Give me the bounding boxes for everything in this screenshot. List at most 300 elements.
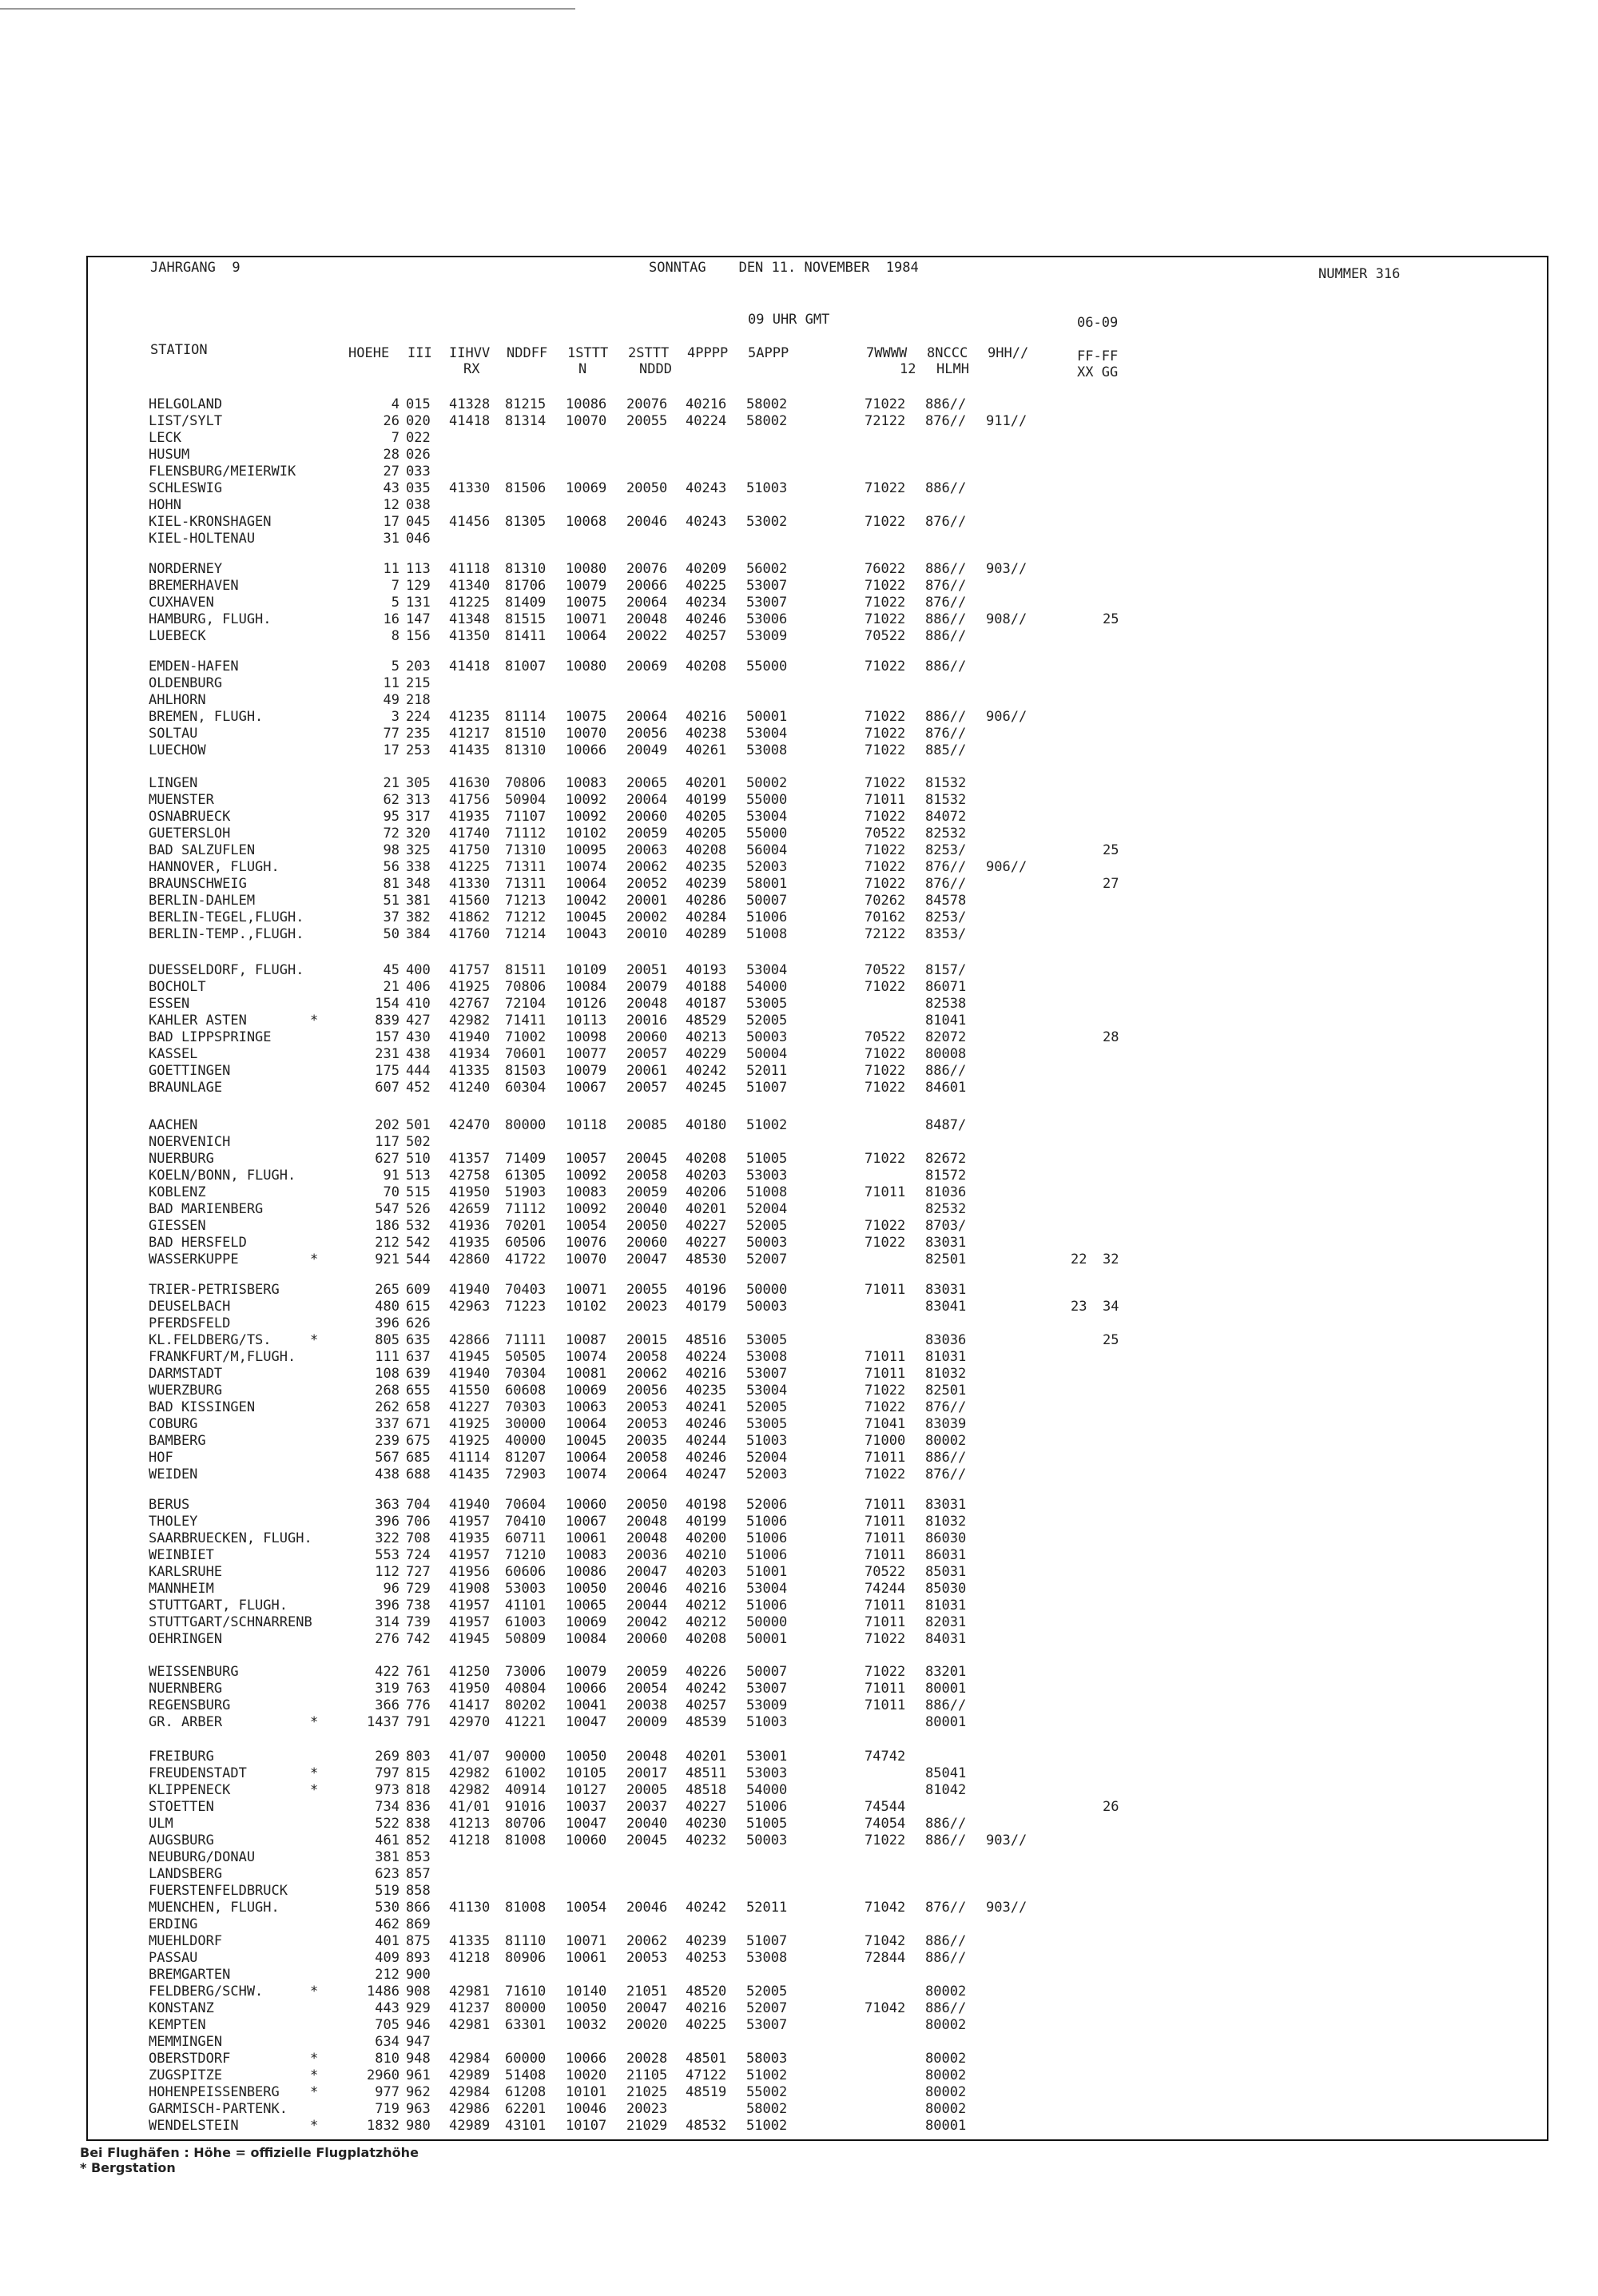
4pppp-cell: 40246 <box>686 1450 727 1466</box>
5appp-cell: 52007 <box>746 2000 788 2016</box>
2sttt-cell: 20056 <box>626 726 668 742</box>
hoehe-cell: 3 <box>391 709 400 725</box>
table-row <box>0 1714 1598 1731</box>
8nccc-cell: 8157/ <box>925 962 967 978</box>
station-name: SOLTAU <box>149 726 198 742</box>
8nccc-cell: 83039 <box>925 1416 967 1432</box>
nddff-cell: 90000 <box>505 1749 547 1765</box>
5appp-cell: 53008 <box>746 742 788 758</box>
1sttt-cell: 10066 <box>566 742 607 758</box>
4pppp-cell: 40199 <box>686 1514 727 1530</box>
7wwww-cell: 71011 <box>865 1697 906 1713</box>
4pppp-cell: 40201 <box>686 775 727 791</box>
date-label: SONNTAG DEN 11. NOVEMBER 1984 <box>649 260 919 276</box>
table-row <box>0 1299 1598 1315</box>
7wwww-cell: 71011 <box>865 1184 906 1200</box>
iihvv-cell: 41945 <box>449 1631 491 1647</box>
station-name: AACHEN <box>149 1117 198 1133</box>
7wwww-cell: 70162 <box>865 909 906 925</box>
5appp-cell: 50000 <box>746 1282 788 1298</box>
table-row <box>0 1984 1598 2000</box>
table-row <box>0 531 1598 547</box>
5appp-cell: 50000 <box>746 1614 788 1630</box>
5appp-cell: 51002 <box>746 1117 788 1133</box>
5appp-cell: 53004 <box>746 1581 788 1597</box>
iihvv-cell: 41560 <box>449 893 491 909</box>
table-row <box>0 1046 1598 1063</box>
4pppp-cell: 40241 <box>686 1399 727 1415</box>
table-row <box>0 430 1598 447</box>
iii-cell: 609 <box>406 1282 431 1298</box>
7wwww-cell: 71011 <box>865 1681 906 1697</box>
2sttt-cell: 20038 <box>626 1697 668 1713</box>
hoehe-cell: 17 <box>383 742 400 758</box>
5appp-cell: 53006 <box>746 611 788 627</box>
mountain-marker: * <box>310 2084 319 2100</box>
8nccc-cell: 886// <box>925 1697 967 1713</box>
station-name: KASSEL <box>149 1046 198 1062</box>
mountain-marker: * <box>310 1984 319 2000</box>
5appp-cell: 52011 <box>746 1063 788 1079</box>
8nccc-cell: 886// <box>925 1816 967 1832</box>
col-8nccc: 8NCCC <box>927 345 968 361</box>
iihvv-cell: 41435 <box>449 742 491 758</box>
iihvv-cell: 41550 <box>449 1383 491 1399</box>
8nccc-cell: 885// <box>925 742 967 758</box>
5appp-cell: 52003 <box>746 1466 788 1482</box>
5appp-cell: 50003 <box>746 1029 788 1045</box>
iii-cell: 962 <box>406 2084 431 2100</box>
7wwww-cell: 71011 <box>865 1450 906 1466</box>
5appp-cell: 52005 <box>746 1013 788 1029</box>
table-row <box>0 1782 1598 1799</box>
iihvv-cell: 41/07 <box>449 1749 491 1765</box>
5appp-cell: 52005 <box>746 1218 788 1234</box>
nddff-cell: 71213 <box>505 893 547 909</box>
iihvv-cell: 41235 <box>449 709 491 725</box>
4pppp-cell: 40242 <box>686 1900 727 1916</box>
iihvv-cell: 41957 <box>449 1547 491 1563</box>
8nccc-cell: 886// <box>925 709 967 725</box>
table-row <box>0 1450 1598 1466</box>
table-row <box>0 578 1598 595</box>
iii-cell: 708 <box>406 1530 431 1546</box>
iii-cell: 147 <box>406 611 431 627</box>
iii-cell: 317 <box>406 809 431 825</box>
4pppp-cell: 40205 <box>686 809 727 825</box>
iihvv-cell: 41225 <box>449 595 491 611</box>
2sttt-cell: 20056 <box>626 1383 668 1399</box>
1sttt-cell: 10101 <box>566 2084 607 2100</box>
station-name: BREMERHAVEN <box>149 578 239 594</box>
table-row <box>0 792 1598 809</box>
station-name: HUSUM <box>149 447 190 463</box>
nddff-cell: 71212 <box>505 909 547 925</box>
7wwww-cell: 71022 <box>865 1383 906 1399</box>
8nccc-cell: 81532 <box>925 775 967 791</box>
table-row <box>0 1816 1598 1832</box>
2sttt-cell: 20022 <box>626 628 668 644</box>
2sttt-cell: 20066 <box>626 578 668 594</box>
2sttt-cell: 20060 <box>626 1235 668 1251</box>
7wwww-cell: 71022 <box>865 742 906 758</box>
iii-cell: 381 <box>406 893 431 909</box>
7wwww-cell: 71022 <box>865 859 906 875</box>
iihvv-cell: 42989 <box>449 2118 491 2134</box>
4pppp-cell: 40208 <box>686 842 727 858</box>
nddff-cell: 70604 <box>505 1497 547 1513</box>
7wwww-cell: 71022 <box>865 1080 906 1096</box>
8nccc-cell: 876// <box>925 859 967 875</box>
station-name: FRANKFURT/M,FLUGH. <box>149 1349 296 1365</box>
4pppp-cell: 40235 <box>686 859 727 875</box>
1sttt-cell: 10032 <box>566 2017 607 2033</box>
hoehe-cell: 973 <box>375 1782 400 1798</box>
iihvv-cell: 41218 <box>449 1832 491 1848</box>
5appp-cell: 51003 <box>746 1433 788 1449</box>
2sttt-cell: 20053 <box>626 1416 668 1432</box>
col-5appp: 5APPP <box>748 345 789 361</box>
iihvv-cell: 41940 <box>449 1497 491 1513</box>
7wwww-cell: 71022 <box>865 1151 906 1167</box>
iii-cell: 438 <box>406 1046 431 1062</box>
iihvv-cell: 41760 <box>449 926 491 942</box>
nddff-cell: 60000 <box>505 2051 547 2067</box>
iihvv-cell: 41418 <box>449 659 491 674</box>
hoehe-cell: 422 <box>375 1664 400 1680</box>
5appp-cell: 53001 <box>746 1749 788 1765</box>
4pppp-cell: 40208 <box>686 1631 727 1647</box>
station-name: BAD MARIENBERG <box>149 1201 264 1217</box>
table-row <box>0 2000 1598 2017</box>
8nccc-cell: 82501 <box>925 1383 967 1399</box>
table-row <box>0 1849 1598 1866</box>
1sttt-cell: 10084 <box>566 1631 607 1647</box>
4pppp-cell: 48516 <box>686 1332 727 1348</box>
iii-cell: 675 <box>406 1433 431 1449</box>
2sttt-cell: 21051 <box>626 1984 668 2000</box>
iihvv-cell: 41114 <box>449 1450 491 1466</box>
8nccc-cell: 83041 <box>925 1299 967 1315</box>
hoehe-cell: 26 <box>383 413 400 429</box>
mountain-marker: * <box>310 1332 319 1348</box>
4pppp-cell: 48532 <box>686 2118 727 2134</box>
5appp-cell: 53007 <box>746 595 788 611</box>
iihvv-cell: 42986 <box>449 2101 491 2117</box>
iihvv-cell: 41130 <box>449 1900 491 1916</box>
2sttt-cell: 20062 <box>626 859 668 875</box>
station-name: BAD SALZUFLEN <box>149 842 256 858</box>
nddff-cell: 81706 <box>505 578 547 594</box>
table-row <box>0 926 1598 943</box>
4pppp-cell: 40216 <box>686 1366 727 1382</box>
nddff-cell: 81008 <box>505 1832 547 1848</box>
4pppp-cell: 47122 <box>686 2067 727 2083</box>
4pppp-cell: 40209 <box>686 561 727 577</box>
table-row <box>0 2101 1598 2118</box>
iii-cell: 020 <box>406 413 431 429</box>
hoehe-cell: 734 <box>375 1799 400 1815</box>
8nccc-cell: 8703/ <box>925 1218 967 1234</box>
2sttt-cell: 20015 <box>626 1332 668 1348</box>
2sttt-cell: 20047 <box>626 2000 668 2016</box>
1sttt-cell: 10060 <box>566 1832 607 1848</box>
7wwww-cell: 71042 <box>865 1900 906 1916</box>
8nccc-cell: 85030 <box>925 1581 967 1597</box>
station-name: THOLEY <box>149 1514 198 1530</box>
5appp-cell: 58002 <box>746 396 788 412</box>
1sttt-cell: 10041 <box>566 1697 607 1713</box>
nddff-cell: 50809 <box>505 1631 547 1647</box>
iihvv-cell: 41118 <box>449 561 491 577</box>
iii-cell: 033 <box>406 464 431 479</box>
table-row <box>0 775 1598 792</box>
iihvv-cell: 41418 <box>449 413 491 429</box>
hoehe-cell: 268 <box>375 1383 400 1399</box>
2sttt-cell: 20046 <box>626 1581 668 1597</box>
hoehe-cell: 157 <box>375 1029 400 1045</box>
8nccc-cell: 80008 <box>925 1046 967 1062</box>
hoehe-cell: 202 <box>375 1117 400 1133</box>
7wwww-cell: 71022 <box>865 1235 906 1251</box>
nddff-cell: 71002 <box>505 1029 547 1045</box>
8nccc-cell: 886// <box>925 1063 967 1079</box>
nddff-cell: 60608 <box>505 1383 547 1399</box>
7wwww-cell: 71022 <box>865 1046 906 1062</box>
iihvv-cell: 41950 <box>449 1681 491 1697</box>
2sttt-cell: 20002 <box>626 909 668 925</box>
1sttt-cell: 10079 <box>566 1664 607 1680</box>
1sttt-cell: 10050 <box>566 1749 607 1765</box>
7wwww-cell: 71022 <box>865 842 906 858</box>
4pppp-cell: 40244 <box>686 1433 727 1449</box>
issue-number: NUMMER 316 <box>1318 266 1401 282</box>
hoehe-cell: 239 <box>375 1433 400 1449</box>
4pppp-cell: 40203 <box>686 1168 727 1184</box>
7wwww-cell: 71011 <box>865 1349 906 1365</box>
table-row <box>0 1866 1598 1883</box>
5appp-cell: 55000 <box>746 659 788 674</box>
1sttt-cell: 10064 <box>566 1450 607 1466</box>
table-row <box>0 979 1598 996</box>
2sttt-cell: 20042 <box>626 1614 668 1630</box>
mountain-marker: * <box>310 1013 319 1029</box>
2sttt-cell: 21025 <box>626 2084 668 2100</box>
8nccc-cell: 886// <box>925 1933 967 1949</box>
table-row <box>0 413 1598 430</box>
4pppp-cell: 40225 <box>686 2017 727 2033</box>
station-name: HANNOVER, FLUGH. <box>149 859 280 875</box>
4pppp-cell: 40201 <box>686 1749 727 1765</box>
station-name: ERDING <box>149 1916 198 1932</box>
volume-label: JAHRGANG 9 <box>150 260 240 276</box>
table-row <box>0 2034 1598 2051</box>
1sttt-cell: 10083 <box>566 1184 607 1200</box>
station-name: KIEL-KRONSHAGEN <box>149 514 272 530</box>
hoehe-cell: 117 <box>375 1134 400 1150</box>
nddff-cell: 62201 <box>505 2101 547 2117</box>
2sttt-cell: 20051 <box>626 962 668 978</box>
2sttt-cell: 20069 <box>626 659 668 674</box>
iihvv-cell: 41740 <box>449 826 491 842</box>
ff-xx-cell: 23 <box>1071 1299 1087 1315</box>
table-row <box>0 1697 1598 1714</box>
table-row <box>0 480 1598 497</box>
nddff-cell: 50505 <box>505 1349 547 1365</box>
5appp-cell: 53008 <box>746 1349 788 1365</box>
iii-cell: 313 <box>406 792 431 808</box>
2sttt-cell: 20064 <box>626 792 668 808</box>
1sttt-cell: 10092 <box>566 1168 607 1184</box>
1sttt-cell: 10070 <box>566 726 607 742</box>
col-ff-sub: XX GG <box>1077 364 1119 380</box>
7wwww-cell: 71022 <box>865 1063 906 1079</box>
4pppp-cell: 40253 <box>686 1950 727 1966</box>
8nccc-cell: 80002 <box>925 2084 967 2100</box>
5appp-cell: 53008 <box>746 1950 788 1966</box>
station-name: BERLIN-TEGEL,FLUGH. <box>149 909 304 925</box>
iii-cell: 325 <box>406 842 431 858</box>
table-row <box>0 464 1598 480</box>
1sttt-cell: 10074 <box>566 1466 607 1482</box>
col-8nccc-sub: HLMH <box>936 361 969 377</box>
table-row <box>0 1201 1598 1218</box>
station-name: MEMMINGEN <box>149 2034 223 2050</box>
station-name: BAD HERSFELD <box>149 1235 247 1251</box>
4pppp-cell: 40201 <box>686 1201 727 1217</box>
4pppp-cell: 48529 <box>686 1013 727 1029</box>
hoehe-cell: 17 <box>383 514 400 530</box>
8nccc-cell: 886// <box>925 659 967 674</box>
5appp-cell: 58003 <box>746 2051 788 2067</box>
station-name: SCHLESWIG <box>149 480 223 496</box>
5appp-cell: 52011 <box>746 1900 788 1916</box>
nddff-cell: 63301 <box>505 2017 547 2033</box>
2sttt-cell: 20023 <box>626 2101 668 2117</box>
station-name: BRAUNLAGE <box>149 1080 223 1096</box>
1sttt-cell: 10045 <box>566 909 607 925</box>
nddff-cell: 60606 <box>505 1564 547 1580</box>
table-row <box>0 1497 1598 1514</box>
1sttt-cell: 10068 <box>566 514 607 530</box>
1sttt-cell: 10070 <box>566 1251 607 1267</box>
8nccc-cell: 84578 <box>925 893 967 909</box>
4pppp-cell: 40239 <box>686 876 727 892</box>
nddff-cell: 71214 <box>505 926 547 942</box>
table-row <box>0 1799 1598 1816</box>
station-name: KONSTANZ <box>149 2000 214 2016</box>
station-name: FLENSBURG/MEIERWIK <box>149 464 296 479</box>
4pppp-cell: 40246 <box>686 611 727 627</box>
table-row <box>0 1332 1598 1349</box>
7wwww-cell: 71022 <box>865 659 906 674</box>
station-name: BERUS <box>149 1497 190 1513</box>
4pppp-cell: 40210 <box>686 1547 727 1563</box>
station-name: NUERNBERG <box>149 1681 223 1697</box>
hoehe-cell: 49 <box>383 692 400 708</box>
nddff-cell: 71409 <box>505 1151 547 1167</box>
nddff-cell: 51408 <box>505 2067 547 2083</box>
7wwww-cell: 71022 <box>865 595 906 611</box>
8nccc-cell: 876// <box>925 1466 967 1482</box>
1sttt-cell: 10092 <box>566 792 607 808</box>
iihvv-cell: 41/01 <box>449 1799 491 1815</box>
7wwww-cell: 71022 <box>865 1399 906 1415</box>
hoehe-cell: 401 <box>375 1933 400 1949</box>
table-row <box>0 1416 1598 1433</box>
1sttt-cell: 10084 <box>566 979 607 995</box>
hoehe-cell: 1832 <box>367 2118 400 2134</box>
7wwww-cell: 71022 <box>865 726 906 742</box>
iihvv-cell: 41934 <box>449 1046 491 1062</box>
table-row <box>0 1117 1598 1134</box>
2sttt-cell: 20023 <box>626 1299 668 1315</box>
nddff-cell: 71111 <box>505 1332 547 1348</box>
2sttt-cell: 20064 <box>626 595 668 611</box>
hoehe-cell: 314 <box>375 1614 400 1630</box>
1sttt-cell: 10042 <box>566 893 607 909</box>
hoehe-cell: 28 <box>383 447 400 463</box>
2sttt-cell: 20045 <box>626 1832 668 1848</box>
9hh-cell: 906// <box>986 709 1028 725</box>
station-name: SAARBRUECKEN, FLUGH. <box>149 1530 312 1546</box>
7wwww-cell: 71022 <box>865 1218 906 1234</box>
7wwww-cell: 71022 <box>865 514 906 530</box>
8nccc-cell: 876// <box>925 726 967 742</box>
1sttt-cell: 10066 <box>566 1681 607 1697</box>
observation-time: 09 UHR GMT <box>748 312 830 328</box>
hoehe-cell: 276 <box>375 1631 400 1647</box>
2sttt-cell: 20060 <box>626 1029 668 1045</box>
table-row <box>0 842 1598 859</box>
5appp-cell: 50004 <box>746 1046 788 1062</box>
2sttt-cell: 20048 <box>626 611 668 627</box>
1sttt-cell: 10054 <box>566 1900 607 1916</box>
hoehe-cell: 262 <box>375 1399 400 1415</box>
8nccc-cell: 886// <box>925 1450 967 1466</box>
hoehe-cell: 396 <box>375 1315 400 1331</box>
iihvv-cell: 41330 <box>449 876 491 892</box>
hoehe-cell: 438 <box>375 1466 400 1482</box>
mountain-marker: * <box>310 1765 319 1781</box>
4pppp-cell: 40289 <box>686 926 727 942</box>
station-name: LIST/SYLT <box>149 413 223 429</box>
station-name: OSNABRUECK <box>149 809 231 825</box>
4pppp-cell: 40257 <box>686 1697 727 1713</box>
station-name: HAMBURG, FLUGH. <box>149 611 272 627</box>
nddff-cell: 80000 <box>505 1117 547 1133</box>
iii-cell: 727 <box>406 1564 431 1580</box>
8nccc-cell: 82532 <box>925 1201 967 1217</box>
iii-cell: 948 <box>406 2051 431 2067</box>
4pppp-cell: 40257 <box>686 628 727 644</box>
8nccc-cell: 886// <box>925 396 967 412</box>
iihvv-cell: 42981 <box>449 2017 491 2033</box>
4pppp-cell: 40245 <box>686 1080 727 1096</box>
8nccc-cell: 83201 <box>925 1664 967 1680</box>
2sttt-cell: 20060 <box>626 809 668 825</box>
hoehe-cell: 50 <box>383 926 400 942</box>
hoehe-cell: 21 <box>383 979 400 995</box>
iii-cell: 626 <box>406 1315 431 1331</box>
table-row <box>0 1218 1598 1235</box>
2sttt-cell: 20035 <box>626 1433 668 1449</box>
hoehe-cell: 366 <box>375 1697 400 1713</box>
iii-cell: 908 <box>406 1984 431 2000</box>
nddff-cell: 81503 <box>505 1063 547 1079</box>
1sttt-cell: 10102 <box>566 826 607 842</box>
table-row <box>0 628 1598 645</box>
